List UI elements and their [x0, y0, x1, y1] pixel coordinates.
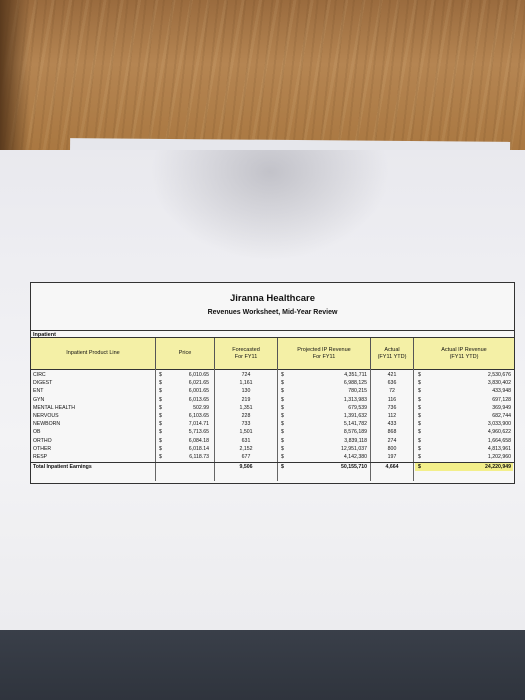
projected-value: 6,988,125 — [343, 380, 367, 387]
forecast-value: 631 — [241, 437, 251, 444]
forecast-value: 1,351 — [239, 404, 253, 411]
actual-volume: 112 — [387, 413, 397, 419]
currency-sign: $ — [281, 388, 284, 395]
actual-volume: 72 — [389, 388, 395, 395]
forecast-value: 219 — [241, 396, 251, 403]
projected-value: 4,142,380 — [343, 454, 367, 460]
projected-value: 1,313,983 — [343, 396, 367, 403]
total-actual-revenue: 24,220,949 — [427, 463, 513, 471]
currency-sign: $ — [418, 396, 421, 403]
table-row — [31, 453, 514, 461]
price-value: 7,014.71 — [188, 421, 209, 428]
currency-sign: $ — [418, 413, 421, 419]
projected-value: 679,539 — [348, 404, 367, 411]
product-line-name: NEWBORN — [33, 421, 61, 428]
currency-sign: $ — [281, 380, 284, 387]
forecast-value: 2,152 — [239, 445, 253, 452]
actual-volume: 197 — [387, 454, 397, 460]
worksheet-title: Jiranna Healthcare — [229, 293, 315, 304]
header-projected: Projected IP Revenue For FY11 — [297, 346, 351, 360]
forecast-value: 130 — [241, 388, 251, 395]
price-value: 6,118.73 — [189, 454, 209, 460]
currency-sign: $ — [281, 413, 284, 419]
product-line-name: RESP — [33, 454, 48, 460]
currency-sign: $ — [281, 437, 284, 444]
product-line-name: MENTAL HEALTH — [33, 404, 75, 411]
section-label: Inpatient — [31, 330, 514, 338]
lamp-shadow — [150, 150, 390, 260]
actual-volume: 116 — [387, 396, 397, 403]
table-row — [31, 404, 514, 412]
forecast-value: 1,501 — [239, 429, 253, 436]
actual-volume: 800 — [387, 445, 397, 452]
actual-volume: 636 — [387, 380, 397, 387]
product-line-name: OTHER — [33, 445, 52, 452]
table-row — [31, 445, 514, 453]
currency-sign: $ — [281, 421, 284, 428]
currency-sign: $ — [159, 421, 162, 428]
table-row — [31, 412, 514, 420]
actual-revenue-value: 4,960,622 — [487, 429, 511, 436]
projected-value: 12,951,037 — [341, 445, 367, 452]
wooden-desk — [0, 0, 525, 160]
currency-sign: $ — [418, 421, 421, 428]
actual-revenue-value: 3,830,402 — [487, 380, 511, 387]
currency-sign: $ — [418, 404, 421, 411]
table-row — [31, 396, 514, 404]
actual-revenue-value: 369,949 — [492, 404, 511, 411]
currency-sign: $ — [159, 429, 162, 436]
price-value: 6,010.65 — [188, 372, 209, 378]
price-value: 6,021.65 — [188, 380, 209, 387]
currency-sign: $ — [159, 445, 162, 452]
currency-sign: $ — [159, 404, 162, 411]
product-line-name: ENT — [33, 388, 44, 395]
product-line-name: CIRC — [33, 372, 46, 378]
projected-value: 5,141,782 — [343, 421, 367, 428]
currency-sign: $ — [159, 413, 162, 419]
price-value: 502.99 — [193, 404, 209, 411]
actual-revenue-value: 4,813,961 — [487, 445, 511, 452]
currency-sign: $ — [281, 445, 284, 452]
table-row — [31, 379, 514, 387]
price-value: 5,713.65 — [188, 429, 209, 436]
total-actual: 4,664 — [385, 464, 399, 471]
currency-sign: $ — [418, 380, 421, 387]
currency-sign: $ — [415, 463, 430, 471]
forecast-value: 1,161 — [239, 380, 253, 387]
forecast-value: 733 — [241, 421, 251, 428]
currency-sign: $ — [418, 445, 421, 452]
actual-volume: 433 — [387, 421, 397, 428]
currency-sign: $ — [159, 454, 162, 460]
header-forecast: Forecasted For FY11 — [232, 346, 260, 360]
actual-revenue-value: 1,202,960 — [487, 454, 511, 460]
total-label: Total Inpatient Earnings — [33, 464, 92, 471]
currency-sign: $ — [159, 380, 162, 387]
price-value: 6,001.65 — [188, 388, 209, 395]
forecast-value: 724 — [241, 372, 251, 378]
currency-sign: $ — [281, 372, 284, 378]
total-projected: 50,155,710 — [341, 464, 367, 471]
currency-sign: $ — [418, 454, 421, 460]
header-product-line: Inpatient Product Line — [66, 350, 120, 356]
header-actual-revenue: Actual IP Revenue (FY11 YTD) — [441, 346, 487, 360]
table-row — [31, 371, 514, 379]
price-value: 6,013.65 — [188, 396, 209, 403]
actual-revenue-value: 433,948 — [492, 388, 511, 395]
actual-volume: 736 — [387, 404, 397, 411]
currency-sign: $ — [418, 437, 421, 444]
projected-value: 3,839,118 — [344, 437, 367, 444]
product-line-name: GYN — [33, 396, 45, 403]
currency-sign: $ — [418, 429, 421, 436]
currency-sign: $ — [159, 388, 162, 395]
currency-sign: $ — [418, 372, 421, 378]
forecast-value: 677 — [241, 454, 251, 460]
product-line-name: ORTHO — [33, 437, 52, 444]
actual-volume: 274 — [387, 437, 397, 444]
actual-revenue-value: 682,744 — [492, 413, 511, 419]
table-row — [31, 387, 514, 395]
actual-volume: 421 — [387, 372, 397, 378]
header-actual: Actual (FY11 YTD) — [377, 346, 407, 360]
table-row — [31, 437, 514, 445]
total-row — [31, 463, 514, 471]
header-row — [31, 338, 514, 370]
revenue-worksheet — [30, 282, 515, 484]
total-forecast: 9,506 — [239, 464, 253, 471]
projected-value: 780,215 — [348, 388, 367, 395]
projected-value: 1,391,632 — [343, 413, 367, 419]
projected-value: 4,351,711 — [344, 372, 367, 378]
actual-revenue-value: 697,128 — [492, 396, 511, 403]
projected-value: 8,576,189 — [343, 429, 367, 436]
currency-sign: $ — [281, 464, 284, 471]
actual-volume: 868 — [387, 429, 397, 436]
currency-sign: $ — [159, 396, 162, 403]
table-row — [31, 428, 514, 436]
product-line-name: OB — [33, 429, 41, 436]
price-value: 6,018.14 — [188, 445, 209, 452]
currency-sign: $ — [281, 454, 284, 460]
worksheet-subtitle: Revenues Worksheet, Mid-Year Review — [207, 309, 338, 316]
product-line-name: DIGEST — [33, 380, 53, 387]
actual-revenue-value: 3,033,900 — [487, 421, 511, 428]
currency-sign: $ — [281, 396, 284, 403]
currency-sign: $ — [159, 437, 162, 444]
currency-sign: $ — [281, 429, 284, 436]
actual-revenue-value: 1,664,658 — [487, 437, 511, 444]
price-value: 6,084.18 — [188, 437, 209, 444]
header-price: Price — [178, 350, 192, 356]
currency-sign: $ — [159, 372, 162, 378]
currency-sign: $ — [281, 404, 284, 411]
forecast-value: 228 — [241, 413, 251, 419]
price-value: 6,103.65 — [188, 413, 209, 419]
currency-sign: $ — [418, 388, 421, 395]
table-row — [31, 420, 514, 428]
actual-revenue-value: 2,530,676 — [487, 372, 511, 378]
product-line-name: NERVOUS — [33, 413, 59, 419]
